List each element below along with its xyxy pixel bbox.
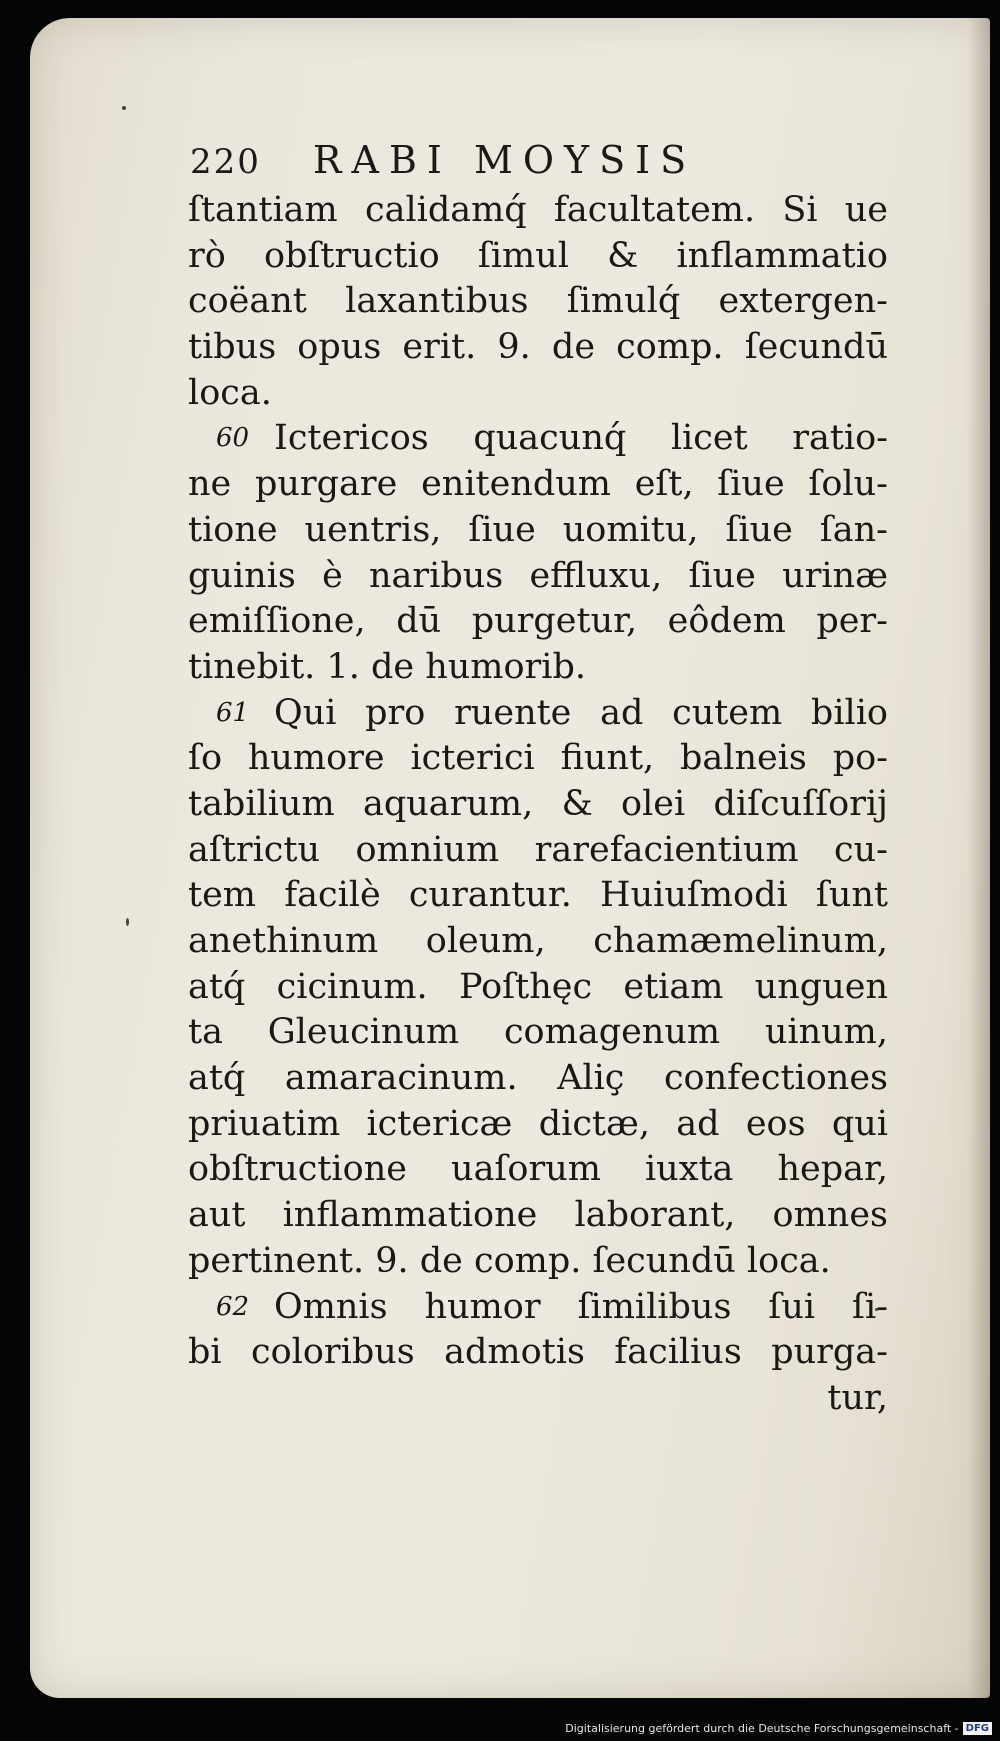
text-line <box>188 1010 888 1056</box>
text-line <box>188 873 888 919</box>
line-text: priuatim ictericæ dictæ, ad eos qui <box>188 1103 888 1144</box>
line-text: tabilium aquarum, & olei diſcuſſorij <box>188 783 888 824</box>
line-text: obſtructione uaſorum iuxta hepar, <box>188 1149 888 1190</box>
text-line <box>188 736 888 782</box>
catchword: tur, <box>827 1377 888 1418</box>
line-text: guinis è naribus effluxu, ſiue urinæ <box>188 555 888 596</box>
text-line <box>188 919 888 965</box>
line-text: ſo humore icterici fiunt, balneis po- <box>188 738 888 779</box>
text-line <box>188 645 888 691</box>
text-line <box>188 599 888 645</box>
text-line <box>188 508 888 554</box>
text-line <box>188 1102 888 1148</box>
page-number: 220 <box>190 142 261 182</box>
text-line <box>188 828 888 874</box>
text-line <box>188 371 888 417</box>
text-line <box>188 325 888 371</box>
paper-speck <box>122 106 126 110</box>
line-text: tione uentris, ſiue uomitu, ſiue ſan- <box>188 509 888 550</box>
text-line <box>188 462 888 508</box>
line-text: ſtantiam calidamq́ facultatem. Si ue <box>188 190 888 230</box>
aphorism-number: 60 <box>216 423 250 454</box>
text-block <box>188 188 888 1422</box>
line-text: bi coloribus admotis facilius purga- <box>188 1332 888 1373</box>
line-text: aut inflammatione laborant, omnes <box>188 1195 888 1236</box>
line-text: loca. <box>188 372 272 413</box>
text-line <box>188 234 888 280</box>
text-line <box>188 1056 888 1102</box>
footer-credit <box>565 1722 992 1735</box>
running-head: RABI MOYSIS <box>312 138 697 182</box>
text-line <box>188 554 888 600</box>
line-text: coëant laxantibus ſimulq́ extergen- <box>188 281 888 322</box>
line-text: tibus opus erit. 9. de comp. ſecundū <box>188 327 888 368</box>
line-text: tem facilè curantur. Huiuſmodi ſunt <box>188 875 888 916</box>
line-text: Omnis humor ſimilibus ſui ſi- <box>274 1286 888 1327</box>
text-line <box>188 188 888 234</box>
footer-credit-text: Digitalisierung gefördert durch die Deutsche Forschungsgemeinschaft - <box>565 1722 959 1735</box>
line-text: pertinent. 9. de comp. ſecundū loca. <box>188 1240 831 1281</box>
text-line <box>188 279 888 325</box>
line-text: emiſſione, dū purgetur, eôdem per- <box>188 601 888 642</box>
text-line <box>188 416 888 462</box>
page-edge-shadow <box>968 18 990 1698</box>
text-line <box>188 1239 888 1285</box>
text-line <box>188 782 888 828</box>
page-header <box>190 138 750 182</box>
line-text: atq́ cicinum. Poſthęc etiam unguen <box>188 966 888 1007</box>
line-text: ne purgare enitendum eſt, ſiue ſolu- <box>188 464 888 505</box>
text-line <box>188 1330 888 1376</box>
line-text: Ictericos quacunq́ licet ratio- <box>274 418 888 459</box>
aphorism-number: 61 <box>216 697 250 728</box>
text-line <box>188 965 888 1011</box>
dfg-logo: DFG <box>963 1722 992 1735</box>
text-line <box>188 691 888 737</box>
line-text: tinebit. 1. de humorib. <box>188 646 586 687</box>
text-line <box>188 1147 888 1193</box>
line-text: Qui pro ruente ad cutem bilio <box>274 692 888 733</box>
line-text: ta Gleucinum comagenum uinum, <box>188 1012 888 1053</box>
text-line <box>188 1285 888 1331</box>
text-line <box>188 1193 888 1239</box>
line-text: aſtrictu omnium rarefacientium cu- <box>188 829 888 870</box>
aphorism-number: 62 <box>216 1291 250 1322</box>
paper-speck <box>126 918 129 926</box>
line-text: anethinum oleum, chamæmelinum, <box>188 921 888 961</box>
line-text: rò obſtructio ſimul & inflammatio <box>188 235 888 276</box>
line-text: atq́ amaracinum. Aliç confectiones <box>188 1058 888 1099</box>
